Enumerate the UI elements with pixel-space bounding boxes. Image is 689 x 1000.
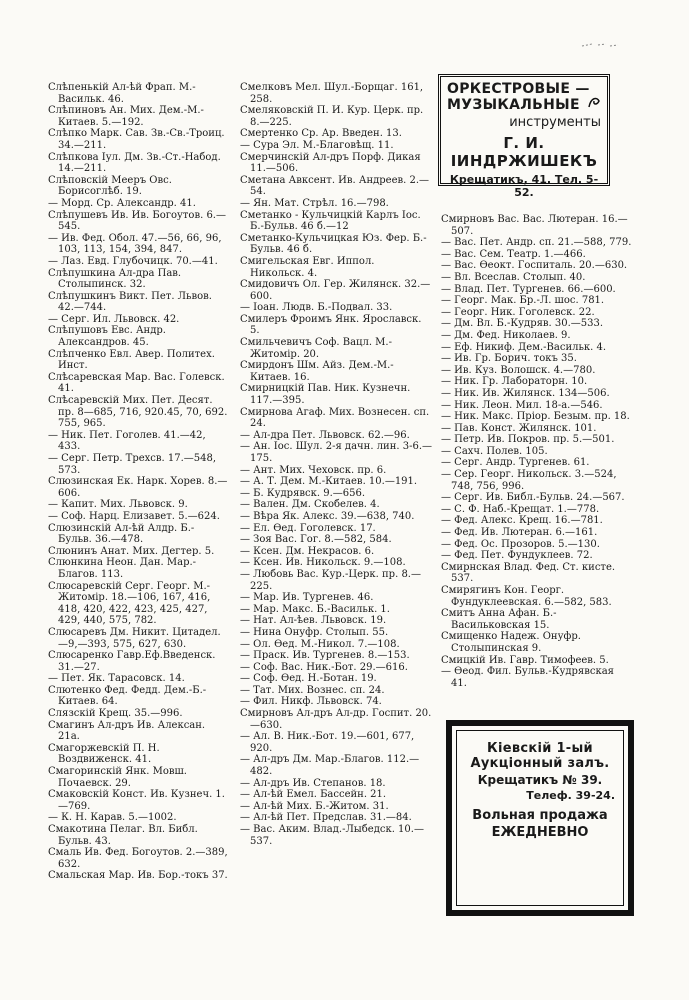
- directory-entry: — К. Н. Карав. 5.—1002.: [48, 812, 177, 824]
- directory-entry: — Ив. Фед. Обол. 47.—56, 66, 96, 103, 113, 154, 394, 847.: [48, 232, 222, 256]
- directory-entry: — Пет. Як. Тарасовск. 14.: [48, 673, 185, 685]
- directory-entry: — Ник. Макс. Пріор. Безым. пр. 18.: [441, 411, 630, 423]
- directory-entry: — Фед. Ос. Прозоров. 5.—130.: [441, 538, 600, 550]
- directory-entry: — Фед. Пет. Фундуклеев. 72.: [441, 550, 593, 562]
- directory-entry: — Мар. Ив. Тургенев. 46.: [240, 592, 374, 604]
- directory-entry: Смаль Ив. Фед. Богоутов. 2.—389, 632.: [48, 847, 228, 870]
- directory-entry: Смитъ Анна Афан. Б.-Васильковская 15.: [441, 608, 557, 631]
- directory-entry: — Ол. Ѳед. М.-Никол. 7.—108.: [240, 638, 400, 650]
- directory-entry: Смигельская Евг. Иппол. Никольск. 4.: [240, 255, 375, 279]
- directory-column-1: [48, 82, 228, 882]
- page-corner-mark: [580, 40, 620, 50]
- directory-entry: — Соф. Нарц. Елизавет. 5.—624.: [48, 510, 220, 522]
- directory-entry: — Вл. Всеслав. Столып. 40.: [441, 271, 586, 283]
- directory-entry: Слюсаревскій Серг. Георг. М.-Житомір. 18.—106, 167, 416, 418, 420, 422, 423, 425, 427, 429, 440, 575, 782.: [48, 580, 211, 627]
- directory-entry: — А. Т. Дем. М.-Китаев. 10.—191.: [240, 476, 418, 488]
- directory-entry: — Георг. Мак. Бр.-Л. шос. 781.: [441, 295, 605, 307]
- directory-entry: Сметанко-Кульчицкая Юз. Фер. Б.-Бульв. 46 б.: [240, 232, 427, 256]
- directory-entry: — Серг. Петр. Трехсв. 17.—548, 573.: [48, 453, 217, 476]
- directory-entry: — Еф. Никиф. Дем.-Васильк. 4.: [441, 341, 607, 353]
- directory-entry: Слѣпушкинъ Викт. Пет. Львов. 42.—744.: [48, 290, 212, 314]
- ad-tagline-1: Вольная продажа: [472, 808, 608, 823]
- directory-entry: — Вас. Аким. Влад.-Лыбедск. 10.—537.: [240, 824, 424, 847]
- ornament-icon: [587, 95, 601, 109]
- directory-entry: — Сура Эл. М.-Благовѣщ. 11.: [240, 139, 394, 151]
- directory-entry: — Ал-дръ Дм. Мар.-Благов. 112.—482.: [240, 754, 420, 778]
- directory-entry: Смертенко Ср. Ар. Введен. 13.: [240, 128, 402, 140]
- directory-entry: Слюнкина Неон. Дан. Мар.-Благов. 113.: [48, 557, 197, 580]
- directory-entry: — Пав. Конст. Жилянск. 101.: [441, 422, 597, 434]
- directory-entry: — Соф. Вас. Ник.-Бот. 29.—616.: [240, 661, 408, 673]
- directory-entry: — Ѳеод. Фил. Бульв.-Кудрявская 41.: [441, 666, 614, 689]
- directory-entry: — Ив. Куз. Волошск. 4.—780.: [441, 364, 596, 376]
- directory-entry: Смелковъ Мел. Шул.-Борщаг. 161, 258.: [240, 82, 424, 105]
- directory-entry: — Тат. Мих. Вознес. сп. 24.: [240, 684, 385, 696]
- directory-entry: Смирновъ Вас. Вас. Лютеран. 16.—507.: [441, 214, 628, 237]
- directory-entry: — Ел. Ѳед. Гоголевск. 17.: [240, 522, 376, 534]
- directory-entry: Смеляковскій П. И. Кур. Церк. пр. 8.—225.: [240, 105, 424, 128]
- ad-headline-2: МУЗЫКАЛЬНЫЕ: [447, 97, 580, 113]
- directory-entry: Слѣпко Марк. Сав. Зв.-Св.-Троиц. 34.—211.: [48, 128, 225, 151]
- directory-entry: Смакотина Пелаг. Вл. Библ. Бульв. 43.: [48, 824, 198, 847]
- directory-entry: — Вас. Пет. Андр. сп. 21.—588, 779.: [441, 237, 632, 249]
- directory-entry: — Ксен. Дм. Некрасов. 6.: [240, 545, 375, 557]
- directory-entry: — Ант. Мих. Чеховск. пр. 6.: [240, 464, 387, 476]
- directory-entry: Слѣпченко Евл. Авер. Политех. Инст.: [48, 348, 215, 372]
- directory-entry: Слюзинская Ек. Нарк. Хорев. 8.—606.: [48, 476, 228, 499]
- directory-entry: — Ан. Іос. Шул. 2-я дачн. лин. 3-6.—175.: [240, 441, 433, 464]
- directory-entry: — Лаз. Евд. Глубочицк. 70.—41.: [48, 255, 218, 267]
- directory-entry: — Серг. Ил. Львовск. 42.: [48, 313, 180, 325]
- directory-entry: — Ал-ѣй Пет. Предслав. 31.—84.: [240, 812, 412, 824]
- ad-subtitle: инструменты: [509, 115, 601, 130]
- ad-musical-instruments: [438, 74, 610, 199]
- ad-address: Крещатикъ, 41. Тел. 5-52.: [449, 173, 599, 199]
- directory-entry: Смирновъ Ал-дръ Ал-др. Госпит. 20.—630.: [240, 708, 432, 731]
- directory-entry: — Ксен. Ив. Никольск. 9.—108.: [240, 557, 406, 569]
- directory-entry: Смицкій Ив. Гавр. Тимофеев. 5.: [441, 654, 609, 666]
- directory-entry: Слѣпенькій Ал-ѣй Фрап. М.-Васильк. 46.: [48, 82, 196, 105]
- directory-entry: Смирнова Агаф. Мих. Вознесен. сп. 24.: [240, 406, 430, 430]
- directory-entry: Сметана Авксент. Ив. Андреев. 2.—54.: [240, 174, 430, 198]
- directory-entry: — Фил. Никф. Львовск. 74.: [240, 696, 382, 708]
- directory-entry: Слютенко Фед. Федд. Дем.-Б.-Китаев. 64.: [48, 684, 207, 708]
- ad-merchant-name: Г. И. ІИНДРЖИШЕКЪ: [450, 134, 598, 170]
- directory-entry: Смилеръ Фроимъ Янк. Ярославск. 5.: [240, 313, 422, 337]
- directory-entry: — Соф. Ѳед. Н.-Ботан. 19.: [240, 673, 377, 685]
- directory-entry: — Ив. Гр. Борич. токъ 35.: [441, 353, 577, 365]
- directory-entry: Слѣпушевъ Ив. Ив. Богоутов. 6.—545.: [48, 209, 226, 233]
- directory-entry: — Капит. Мих. Львовск. 9.: [48, 499, 188, 511]
- ad-address: Крещатикъ № 39.: [477, 773, 603, 787]
- ad-headline-1: ОРКЕСТРОВЫЕ —: [447, 81, 590, 97]
- directory-entry: — Праск. Ив. Тургенев. 8.—153.: [240, 650, 410, 662]
- directory-entry: Сметанко - Кульчицкій Карлъ Іос. Б.-Бульв. 46 б.—12: [240, 209, 421, 233]
- directory-entry: — С. Ф. Наб.-Крещат. 1.—778.: [441, 503, 600, 515]
- directory-entry: Смидовичъ Ол. Гер. Жилянск. 32.—600.: [240, 279, 431, 302]
- directory-entry: — Ал-дра Пет. Львовск. 62.—96.: [240, 429, 410, 441]
- directory-entry: Смальская Мар. Ив. Бор.-токъ 37.: [48, 870, 228, 882]
- directory-entry: — Ал-дръ Ив. Степанов. 18.: [240, 777, 386, 789]
- directory-column-3: [441, 214, 633, 689]
- directory-entry: — Мар. Макс. Б.-Васильк. 1.: [240, 603, 390, 615]
- directory-entry: Смирдонъ Шм. Айз. Дем.-М.-Китаев. 16.: [240, 360, 394, 383]
- directory-entry: Смерчинскій Ал-дръ Порф. Дикая 11.—506.: [240, 151, 421, 175]
- directory-entry: Слѣповскій Мееръ Овс. Борисоглѣб. 19.: [48, 174, 172, 198]
- ad-tagline-2: ЕЖЕДНЕВНО: [491, 825, 589, 840]
- directory-entry: — Любовь Вас. Кур.-Церк. пр. 8.—225.: [240, 568, 421, 592]
- directory-entry: — Влад. Пет. Тургенев. 66.—600.: [441, 283, 616, 295]
- directory-entry: — Морд. Ср. Александр. 41.: [48, 197, 196, 209]
- directory-entry: — Ник. Пет. Гоголев. 41.—42, 433.: [48, 429, 206, 453]
- directory-entry: Смирягинъ Кон. Георг. Фундуклеевская. 6.—582, 583.: [441, 585, 612, 608]
- directory-entry: Слѣпушкина Ал-дра Пав. Столыпинск. 32.: [48, 267, 182, 291]
- directory-entry: — Нат. Ал-ѣев. Львовск. 19.: [240, 615, 387, 627]
- directory-entry: Слюсаренко Гавр.Еф.Введенск. 31.—27.: [48, 650, 216, 673]
- directory-entry: — Вас. Сем. Театр. 1.—466.: [441, 248, 586, 260]
- directory-entry: — Нина Онуфр. Столып. 55.: [240, 626, 389, 638]
- directory-entry: Слѣпушовъ Евс. Андр. Александров. 45.: [48, 325, 166, 349]
- directory-entry: Смагоржевскій П. Н. Воздвиженск. 41.: [48, 742, 160, 766]
- directory-entry: — Вас. Ѳеокт. Госпиталь. 20.—630.: [441, 260, 628, 272]
- directory-entry: — Іоан. Людв. Б.-Подвал. 33.: [240, 302, 393, 314]
- directory-entry: Слѣсаревская Мар. Вас. Голевск. 41.: [48, 371, 225, 395]
- directory-entry: — Вален. Дм. Скобелев. 4.: [240, 499, 380, 511]
- directory-entry: — Сахч. Полев. 105.: [441, 445, 548, 457]
- directory-entry: — Зоя Вас. Гог. 8.—582, 584.: [240, 534, 392, 546]
- directory-entry: Слѣсаревскій Мих. Пет. Десят. пр. 8—685, 716, 920.45, 70, 692. 755, 965.: [48, 395, 228, 430]
- directory-entry: — Петр. Ив. Покров. пр. 5.—501.: [441, 434, 615, 446]
- directory-entry: Слюзинскій Ал-ѣй Алдр. Б.-Бульв. 36.—478.: [48, 522, 195, 546]
- directory-entry: — Фед. Ив. Лютеран. 6.—161.: [441, 527, 598, 539]
- directory-entry: Смагоринскій Янк. Мовш. Почаевск. 29.: [48, 766, 187, 789]
- directory-entry: Слязскій Крещ. 35.—996.: [48, 708, 183, 720]
- directory-entry: — Серг. Андр. Тургенев. 61.: [441, 457, 590, 469]
- directory-entry: — Ник. Ив. Жилянск. 134—506.: [441, 387, 610, 399]
- ad-title-2: Аукціонный залъ.: [470, 756, 610, 771]
- ad-title-1: Кіевскій 1-ый: [487, 741, 593, 756]
- directory-entry: — Ал-ѣй Емел. Бассейн. 21.: [240, 789, 387, 801]
- directory-column-2: [240, 82, 432, 847]
- directory-entry: — Ал. В. Ник.-Бот. 19.—601, 677, 920.: [240, 731, 415, 754]
- directory-entry: — Дм. Фед. Николаев. 9.: [441, 329, 571, 341]
- directory-entry: Смирнская Влад. Фед. Ст. кисте. 537.: [441, 561, 616, 585]
- ad-phone: Телеф. 39-24.: [526, 789, 615, 802]
- directory-entry: Слюнинъ Анат. Мих. Дегтер. 5.: [48, 545, 215, 557]
- directory-entry: — Дм. Вл. Б.-Кудряв. 30.—533.: [441, 318, 604, 330]
- directory-entry: — Ян. Мат. Стрѣл. 16.—798.: [240, 197, 389, 209]
- directory-entry: — Вѣра Як. Алекс. 39.—638, 740.: [240, 510, 415, 522]
- directory-entry: Смаковскій Конст. Ив. Кузнеч. 1.—769.: [48, 789, 225, 812]
- directory-entry: Слѣпиновъ Ан. Мих. Дем.-М.-Китаев. 5.—192.: [48, 105, 204, 128]
- directory-entry: Смильчевичъ Соф. Вацл. М.-Житомір. 20.: [240, 337, 392, 360]
- directory-entry: Смагинъ Ал-дръ Ив. Алексан. 21а.: [48, 719, 206, 743]
- directory-entry: — Фед. Алекс. Крещ. 16.—781.: [441, 515, 603, 527]
- directory-entry: — Ник. Гр. Лабораторн. 10.: [441, 376, 588, 388]
- ad-auction-hall: [446, 720, 634, 916]
- directory-entry: Смирницкій Пав. Ник. Кузнечн. 117.—395.: [240, 383, 411, 407]
- directory-entry: — Б. Кудрявск. 9.—656.: [240, 487, 366, 499]
- directory-entry: — Ник. Леон. Мил. 18-а.—546.: [441, 399, 603, 411]
- directory-entry: Слѣпкова Іул. Дм. Зв.-Ст.-Набод. 14.—211.: [48, 151, 221, 175]
- directory-entry: — Сер. Георг. Никольск. 3.—524, 748, 756, 996.: [441, 469, 617, 492]
- directory-entry: — Ал-ѣй Мих. Б.-Житом. 31.: [240, 800, 389, 812]
- directory-entry: Смищенко Надеж. Онуфр. Столыпинская 9.: [441, 631, 581, 654]
- directory-entry: — Георг. Ник. Гоголевск. 22.: [441, 306, 595, 318]
- directory-entry: Слюсаревъ Дм. Никит. Цитадел.—9,—393, 575, 627, 630.: [48, 626, 221, 650]
- directory-entry: — Серг. Ив. Библ.-Бульв. 24.—567.: [441, 492, 625, 504]
